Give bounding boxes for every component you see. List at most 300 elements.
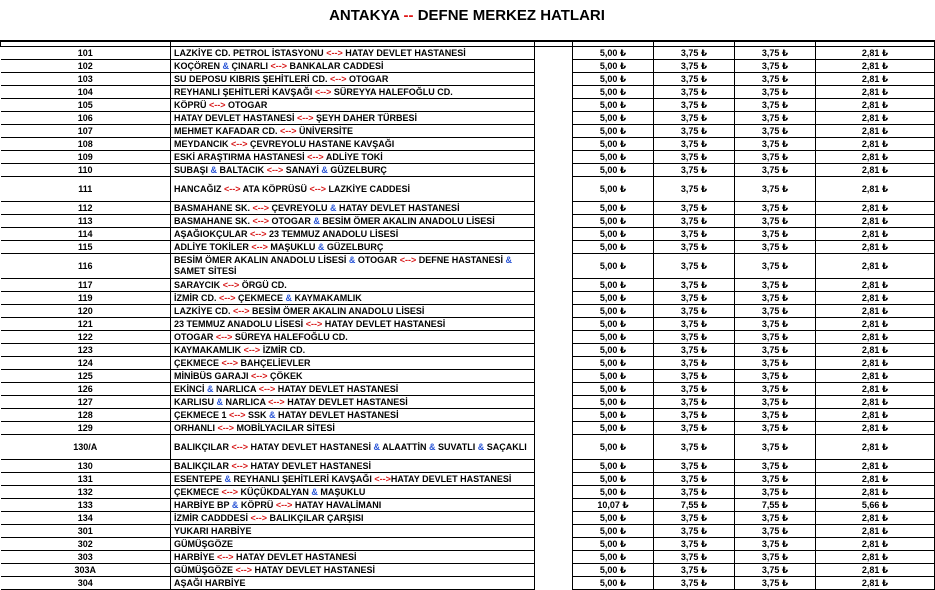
route-segment: GÜMÜŞGÖZE (174, 538, 234, 549)
route-segment: OTOGAR (174, 331, 216, 342)
separator-column (535, 499, 573, 512)
route-segment: KÖPRÜ (174, 99, 210, 110)
fare-3: 3,75 ₺ (735, 292, 816, 305)
fare-1: 5,00 ₺ (573, 125, 654, 138)
fare-1: 5,00 ₺ (573, 60, 654, 73)
fare-3: 3,75 ₺ (735, 435, 816, 460)
separator-column (535, 99, 573, 112)
line-code: 132 (1, 486, 171, 499)
route-name (171, 499, 535, 512)
title-right: DEFNE MERKEZ HATLARI (417, 7, 605, 24)
route-arrow: <--> (326, 47, 343, 58)
route-segment: ÇEKMECE 1 (174, 409, 230, 420)
fare-3: 3,75 ₺ (735, 99, 816, 112)
table-row (1, 331, 935, 344)
route-segment: İZMİR CADDDESİ (174, 512, 251, 523)
fare-3: 3,75 ₺ (735, 460, 816, 473)
fare-4: 2,81 ₺ (816, 241, 935, 254)
separator-column (535, 73, 573, 86)
line-code: 110 (1, 164, 171, 177)
fare-2: 3,75 ₺ (654, 370, 735, 383)
route-name (171, 254, 535, 279)
table-row (1, 318, 935, 331)
fare-3: 3,75 ₺ (735, 86, 816, 99)
route-ampersand: & (285, 292, 293, 303)
separator-column (535, 370, 573, 383)
fare-1: 5,00 ₺ (573, 318, 654, 331)
fare-2: 3,75 ₺ (654, 228, 735, 241)
route-segment: HATAY DEVLET HASTANESİ (322, 318, 446, 329)
separator-column (535, 254, 573, 279)
route-arrow: <--> (250, 512, 268, 523)
fare-2: 3,75 ₺ (654, 60, 735, 73)
fare-3: 3,75 ₺ (735, 112, 816, 125)
route-name (171, 422, 535, 435)
route-segment: ADLİYE TOKİ (323, 151, 383, 162)
fare-3: 3,75 ₺ (735, 254, 816, 279)
fare-1: 5,00 ₺ (573, 99, 654, 112)
route-arrow: <--> (309, 183, 327, 194)
table-row (1, 564, 935, 577)
fare-1: 5,00 ₺ (573, 279, 654, 292)
fare-table-sheet (0, 40, 934, 588)
route-name (171, 151, 535, 164)
fare-1: 5,00 ₺ (573, 473, 654, 486)
table-row (1, 164, 935, 177)
route-segment: ÇINARLI (229, 60, 271, 71)
line-code: 119 (1, 292, 171, 305)
fare-3: 3,75 ₺ (735, 370, 816, 383)
route-name (171, 215, 535, 228)
fare-2: 3,75 ₺ (654, 344, 735, 357)
line-code: 304 (1, 577, 171, 590)
separator-column (535, 202, 573, 215)
fare-3: 3,75 ₺ (735, 538, 816, 551)
fare-1: 5,00 ₺ (573, 331, 654, 344)
route-segment: BALTACIK (217, 164, 267, 175)
fare-1: 5,00 ₺ (573, 86, 654, 99)
fare-4: 2,81 ₺ (816, 551, 935, 564)
line-code: 126 (1, 383, 171, 396)
table-row (1, 538, 935, 551)
fare-4: 2,81 ₺ (816, 435, 935, 460)
fare-4: 2,81 ₺ (816, 331, 935, 344)
route-name (171, 525, 535, 538)
fare-1: 5,00 ₺ (573, 151, 654, 164)
route-segment: SÜREYYA HALEFOĞLU CD. (331, 86, 453, 97)
route-segment: ADLİYE TOKİLER (174, 241, 252, 252)
fare-2: 3,75 ₺ (654, 357, 735, 370)
route-name (171, 512, 535, 525)
route-segment: DEFNE HASTANESİ (416, 255, 506, 265)
route-ampersand: & (505, 255, 513, 265)
table-row (1, 344, 935, 357)
route-segment: BESİM ÖMER AKALIN ANADOLU LİSESİ (319, 215, 495, 226)
route-segment: HATAY DEVLET HASTANESİ (275, 409, 399, 420)
route-segment: İZMİR CD. (260, 344, 306, 355)
route-segment: BESİM ÖMER AKALIN ANADOLU LİSESİ (249, 305, 425, 316)
route-name (171, 383, 535, 396)
fare-4: 2,81 ₺ (816, 460, 935, 473)
route-name (171, 73, 535, 86)
route-segment: MEHMET KAFADAR CD. (174, 125, 280, 136)
route-segment: NARLICA (213, 383, 259, 394)
table-row (1, 47, 935, 60)
separator-column (535, 396, 573, 409)
fare-1: 5,00 ₺ (573, 512, 654, 525)
route-name (171, 331, 535, 344)
route-name (171, 357, 535, 370)
fare-2: 3,75 ₺ (654, 396, 735, 409)
route-arrow: <--> (231, 441, 249, 452)
route-segment: ÖRGÜ CD. (239, 279, 287, 290)
table-row (1, 499, 935, 512)
table-row (1, 60, 935, 73)
fare-3: 3,75 ₺ (735, 241, 816, 254)
fare-4: 2,81 ₺ (816, 473, 935, 486)
route-ampersand: & (231, 499, 239, 510)
route-arrow: <--> (252, 215, 270, 226)
route-segment: HATAY DEVLET HASTANESİ (336, 202, 460, 213)
fare-3: 3,75 ₺ (735, 396, 816, 409)
route-segment: BALIKÇILAR ÇARŞISI (267, 512, 364, 523)
line-code: 129 (1, 422, 171, 435)
separator-column (535, 305, 573, 318)
separator-column (535, 357, 573, 370)
fare-3: 3,75 ₺ (735, 318, 816, 331)
route-segment: HATAY DEVLET HASTANESİ (174, 112, 298, 123)
route-arrow: <--> (251, 241, 268, 252)
route-segment: SSK (245, 409, 270, 420)
route-ampersand: & (429, 441, 436, 452)
fare-2: 3,75 ₺ (654, 292, 735, 305)
fare-3: 3,75 ₺ (735, 344, 816, 357)
table-row (1, 525, 935, 538)
fare-1: 5,00 ₺ (573, 538, 654, 551)
separator-column (535, 138, 573, 151)
route-name (171, 460, 535, 473)
route-ampersand: & (269, 409, 276, 420)
fare-2: 3,75 ₺ (654, 151, 735, 164)
route-name (171, 202, 535, 215)
table-row (1, 202, 935, 215)
route-arrow: <--> (235, 564, 253, 575)
route-segment: EKİNCİ (174, 383, 208, 394)
route-segment: SANAYİ (283, 164, 322, 175)
fare-2: 3,75 ₺ (654, 99, 735, 112)
table-row (1, 486, 935, 499)
route-ampersand: & (317, 241, 325, 252)
fare-2: 3,75 ₺ (654, 73, 735, 86)
route-name (171, 344, 535, 357)
route-ampersand: & (222, 60, 230, 71)
fare-4: 2,81 ₺ (816, 318, 935, 331)
fare-4: 2,81 ₺ (816, 164, 935, 177)
fare-4: 2,81 ₺ (816, 151, 935, 164)
fare-4: 2,81 ₺ (816, 73, 935, 86)
line-code: 303A (1, 564, 171, 577)
route-segment: HATAY DEVLET HASTANESİ (252, 564, 376, 575)
route-segment: HATAY HAVALİMANI (292, 499, 382, 510)
fare-4: 2,81 ₺ (816, 279, 935, 292)
line-code: 303 (1, 551, 171, 564)
table-row (1, 383, 935, 396)
separator-column (535, 409, 573, 422)
route-name (171, 409, 535, 422)
fare-1: 5,00 ₺ (573, 228, 654, 241)
fare-4: 2,81 ₺ (816, 577, 935, 590)
fare-3: 7,55 ₺ (735, 499, 816, 512)
table-row (1, 577, 935, 590)
table-row (1, 357, 935, 370)
line-code: 113 (1, 215, 171, 228)
line-code: 117 (1, 279, 171, 292)
fare-3: 3,75 ₺ (735, 422, 816, 435)
table-row (1, 112, 935, 125)
route-arrow: <--> (399, 255, 417, 265)
route-segment: HARBİYE BP (174, 499, 232, 510)
route-segment: GÜZELBURÇ (327, 164, 387, 175)
route-segment: ÇEKMECE (174, 486, 222, 497)
fare-3: 3,75 ₺ (735, 551, 816, 564)
route-segment: BANKALAR CADDESİ (287, 60, 384, 71)
route-arrow: <--> (221, 486, 239, 497)
fare-2: 3,75 ₺ (654, 538, 735, 551)
route-segment: ALAATTİN (380, 441, 430, 452)
route-segment: ÇEVREYOLU HASTANE KAVŞAĞI (247, 138, 395, 149)
page-title (0, 0, 934, 40)
fare-4: 5,66 ₺ (816, 499, 935, 512)
line-code: 104 (1, 86, 171, 99)
fare-4: 2,81 ₺ (816, 357, 935, 370)
title-separator: -- (403, 7, 414, 24)
fare-4: 2,81 ₺ (816, 486, 935, 499)
fare-table (0, 40, 935, 590)
fare-3: 3,75 ₺ (735, 305, 816, 318)
table-row (1, 177, 935, 202)
route-segment: KAYMAKAMLIK (174, 344, 244, 355)
table-row (1, 292, 935, 305)
route-ampersand: & (207, 383, 214, 394)
fare-3: 3,75 ₺ (735, 215, 816, 228)
route-segment: ŞEYH DAHER TÜRBESİ (313, 112, 418, 123)
route-arrow: <--> (217, 422, 235, 433)
route-arrow: <--> (229, 409, 246, 420)
route-arrow: <--> (374, 473, 391, 484)
fare-1: 5,00 ₺ (573, 47, 654, 60)
separator-column (535, 331, 573, 344)
route-arrow: <--> (258, 383, 276, 394)
line-code: 301 (1, 525, 171, 538)
line-code: 109 (1, 151, 171, 164)
line-code: 121 (1, 318, 171, 331)
fare-4: 2,81 ₺ (816, 47, 935, 60)
fare-4: 2,81 ₺ (816, 396, 935, 409)
route-arrow: <--> (252, 202, 270, 213)
route-segment: BASMAHANE SK. (174, 215, 253, 226)
line-code: 103 (1, 73, 171, 86)
separator-column (535, 460, 573, 473)
fare-2: 3,75 ₺ (654, 409, 735, 422)
fare-2: 3,75 ₺ (654, 241, 735, 254)
route-segment: HATAY DEVLET HASTANESİ (248, 441, 374, 452)
route-segment: OTOGAR (269, 215, 314, 226)
fare-1: 5,00 ₺ (573, 164, 654, 177)
table-row (1, 305, 935, 318)
fare-1: 5,00 ₺ (573, 344, 654, 357)
separator-column (535, 435, 573, 460)
fare-1: 5,00 ₺ (573, 396, 654, 409)
fare-3: 3,75 ₺ (735, 47, 816, 60)
fare-3: 3,75 ₺ (735, 409, 816, 422)
route-segment: HATAY DEVLET HASTANESİ (284, 396, 408, 407)
line-code: 130/A (1, 435, 171, 460)
fare-1: 5,00 ₺ (573, 254, 654, 279)
fare-3: 3,75 ₺ (735, 125, 816, 138)
route-segment: MAŞUKLU (317, 486, 366, 497)
fare-1: 5,00 ₺ (573, 357, 654, 370)
line-code: 108 (1, 138, 171, 151)
table-row (1, 409, 935, 422)
route-segment: SARAYCIK (174, 279, 223, 290)
route-segment: MEYDANCIK (174, 138, 232, 149)
route-segment: LAZKİYE CADDESİ (326, 183, 411, 194)
route-arrow: <--> (305, 318, 323, 329)
title-left: ANTAKYA (329, 7, 400, 24)
fare-2: 3,75 ₺ (654, 551, 735, 564)
line-code: 107 (1, 125, 171, 138)
route-arrow: <--> (217, 551, 234, 562)
fare-3: 3,75 ₺ (735, 228, 816, 241)
fare-4: 2,81 ₺ (816, 202, 935, 215)
line-code: 123 (1, 344, 171, 357)
table-row (1, 73, 935, 86)
route-name (171, 60, 535, 73)
line-code: 115 (1, 241, 171, 254)
route-name (171, 125, 535, 138)
fare-2: 3,75 ₺ (654, 525, 735, 538)
fare-2: 3,75 ₺ (654, 422, 735, 435)
fare-1: 5,00 ₺ (573, 202, 654, 215)
route-segment: OTOGAR (346, 73, 389, 84)
route-segment: SÜREYA HALEFOĞLU CD. (232, 331, 348, 342)
route-arrow: <--> (224, 183, 241, 194)
fare-1: 5,00 ₺ (573, 383, 654, 396)
route-segment: HANCAĞIZ (174, 183, 224, 194)
fare-3: 3,75 ₺ (735, 357, 816, 370)
route-segment: ÇEVREYOLU (269, 202, 331, 213)
route-arrow: <--> (219, 292, 236, 303)
separator-column (535, 60, 573, 73)
table-row (1, 396, 935, 409)
fare-3: 3,75 ₺ (735, 512, 816, 525)
route-segment: BESİM ÖMER AKALIN ANADOLU LİSESİ (174, 255, 349, 265)
separator-column (535, 241, 573, 254)
route-ampersand: & (477, 441, 485, 452)
fare-2: 3,75 ₺ (654, 460, 735, 473)
route-segment: 23 TEMMUZ ANADOLU LİSESİ (266, 228, 399, 239)
fare-2: 3,75 ₺ (654, 177, 735, 202)
fare-1: 5,00 ₺ (573, 112, 654, 125)
fare-2: 3,75 ₺ (654, 512, 735, 525)
fare-1: 5,00 ₺ (573, 486, 654, 499)
route-ampersand: & (311, 486, 318, 497)
line-code: 302 (1, 538, 171, 551)
line-code: 105 (1, 99, 171, 112)
route-arrow: <--> (297, 112, 314, 123)
route-name (171, 138, 535, 151)
line-code: 116 (1, 254, 171, 279)
fare-2: 3,75 ₺ (654, 47, 735, 60)
route-arrow: <--> (275, 499, 293, 510)
fare-4: 2,81 ₺ (816, 383, 935, 396)
table-row (1, 138, 935, 151)
fare-2: 3,75 ₺ (654, 86, 735, 99)
route-segment: SU DEPOSU KIBRIS ŞEHİTLERİ CD. (174, 73, 331, 84)
route-name (171, 564, 535, 577)
route-ampersand: & (210, 164, 218, 175)
route-segment: HATAY DEVLET HASTANESİ (342, 47, 466, 58)
route-segment: MAŞUKLU (267, 241, 318, 252)
table-row (1, 435, 935, 460)
route-segment: BAHÇELİEVLER (238, 357, 311, 368)
fare-2: 3,75 ₺ (654, 164, 735, 177)
fare-1: 5,00 ₺ (573, 409, 654, 422)
route-segment: AŞAĞI HARBİYE (174, 577, 246, 588)
line-code: 130 (1, 460, 171, 473)
route-arrow: <--> (222, 279, 240, 290)
fare-4: 2,81 ₺ (816, 138, 935, 151)
route-segment: ORHANLI (174, 422, 218, 433)
route-name (171, 241, 535, 254)
route-segment: HATAY DEVLET HASTANESİ (233, 551, 357, 562)
route-segment: KARLISU (174, 396, 217, 407)
route-segment: REYHANLI ŞEHİTLERİ KAVŞAĞI (174, 86, 315, 97)
fare-4: 2,81 ₺ (816, 422, 935, 435)
fare-1: 5,00 ₺ (573, 422, 654, 435)
route-segment: SAÇAKLI (484, 441, 527, 452)
separator-column (535, 577, 573, 590)
fare-3: 3,75 ₺ (735, 60, 816, 73)
fare-4: 2,81 ₺ (816, 538, 935, 551)
separator-column (535, 383, 573, 396)
separator-column (535, 125, 573, 138)
route-arrow: <--> (314, 86, 332, 97)
table-row (1, 228, 935, 241)
route-segment: ÇEKMECE (174, 357, 222, 368)
route-segment: GÜZELBURÇ (324, 241, 384, 252)
fare-4: 2,81 ₺ (816, 125, 935, 138)
separator-column (535, 318, 573, 331)
fare-1: 5,00 ₺ (573, 460, 654, 473)
route-name (171, 305, 535, 318)
fare-1: 5,00 ₺ (573, 138, 654, 151)
line-code: 122 (1, 331, 171, 344)
route-segment: KAYMAKAMLIK (292, 292, 362, 303)
fare-1: 5,00 ₺ (573, 292, 654, 305)
fare-4: 2,81 ₺ (816, 344, 935, 357)
route-segment: ESENTEPE (174, 473, 225, 484)
fare-2: 3,75 ₺ (654, 318, 735, 331)
table-row (1, 422, 935, 435)
route-segment: İZMİR CD. (174, 292, 219, 303)
fare-2: 3,75 ₺ (654, 577, 735, 590)
fare-4: 2,81 ₺ (816, 60, 935, 73)
fare-1: 5,00 ₺ (573, 215, 654, 228)
table-row (1, 86, 935, 99)
separator-column (535, 112, 573, 125)
fare-1: 5,00 ₺ (573, 241, 654, 254)
